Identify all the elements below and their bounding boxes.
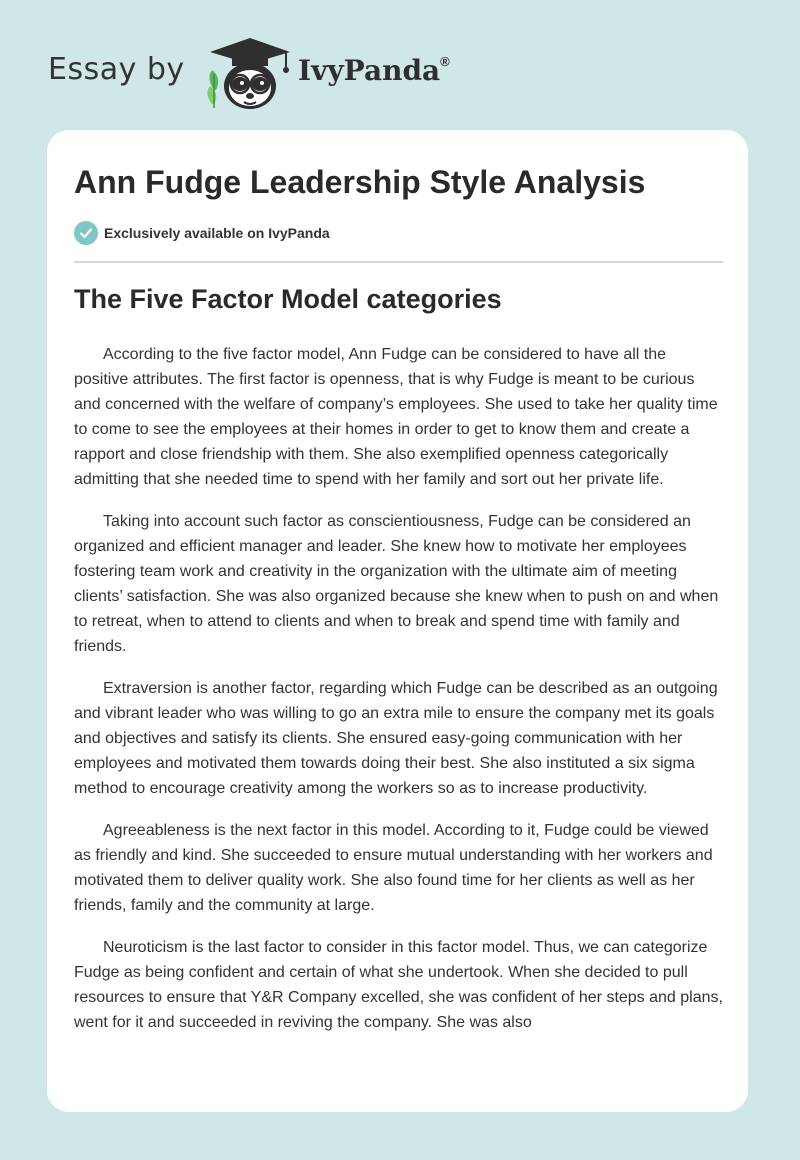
paragraph: Agreeableness is the next factor in this model. According to it, Fudge could be viewed as friendly and kind. She succeeded to ensure mutual understanding with her workers and motivated them to deliver quality work. She also found time for her clients as well as her friends, family and the community at large. xyxy=(74,822,713,914)
exclusive-label: Exclusively available on IvyPanda xyxy=(104,225,330,241)
paragraph: According to the five factor model, Ann Fudge can be considered to have all the positive attributes. The first factor is openness, that is why Fudge is meant to be curious and concerned with the welfare of company’s employees. She used to take her quality time to come to see the employees at their homes in order to get to know them and create a rapport and close friendship with them. She also exemplified openness categorically admitting that she needed time to spend with her family and sort out her private life. xyxy=(74,346,718,488)
divider xyxy=(74,261,723,263)
section-heading: The Five Factor Model categories xyxy=(74,284,502,314)
check-icon xyxy=(74,221,98,245)
panda-logo-icon[interactable] xyxy=(204,34,296,114)
exclusive-badge xyxy=(74,221,330,245)
brand-name[interactable] xyxy=(298,54,450,87)
registered-mark: ® xyxy=(440,54,450,69)
site-header xyxy=(48,34,468,114)
article-body xyxy=(74,342,724,1052)
paragraph: Extraversion is another factor, regarding which Fudge can be described as an outgoing and vibrant leader who was willing to go an extra mile to ensure the company met its goals and objectives and satisfy its clients. She ensured easy-going communication with her employees and motivated them towards doing their best. She also instituted a six sigma method to encourage creativity among the workers so as to increase productivity. xyxy=(74,680,718,797)
article-card xyxy=(47,130,748,1112)
paragraph: Neuroticism is the last factor to consider in this factor model. Thus, we can categorize Fudge as being confident and certain of what she undertook. When she decided to pull resources to ensure that Y&R Company excelled, she was confident of her steps and plans, went for it and succeeded in reviving the company. She was also xyxy=(74,939,723,1031)
paragraph: Taking into account such factor as conscientiousness, Fudge can be considered an organized and efficient manager and leader. She knew how to motivate her employees fostering team work and creativity in the organization with the ultimate aim of meeting clients’ satisfaction. She was also organized because she knew when to push on and when to retreat, when to attend to clients and when to break and spend time with family and friends. xyxy=(74,513,719,655)
brand-label: IvyPanda xyxy=(298,54,441,87)
essay-by-label: Essay by xyxy=(48,52,185,87)
article-title: Ann Fudge Leadership Style Analysis xyxy=(74,164,646,200)
